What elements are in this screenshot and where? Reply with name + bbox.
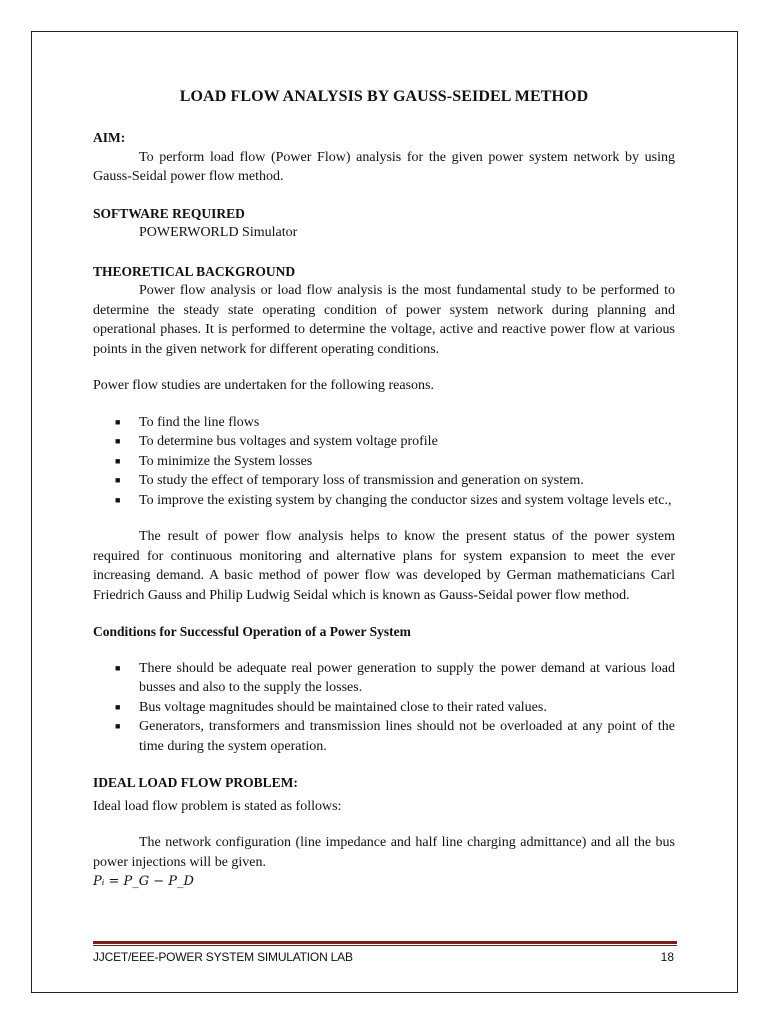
aim-heading: AIM: xyxy=(93,130,126,145)
reasons-intro: Power flow studies are undertaken for the following reasons. xyxy=(93,378,434,393)
page-title: LOAD FLOW ANALYSIS BY GAUSS-SEIDEL METHOD xyxy=(179,88,589,105)
footer-rule-thin xyxy=(93,945,677,946)
theory-heading: THEORETICAL BACKGROUND xyxy=(93,263,296,279)
theory-paragraph-2: The result of power flow analysis helps to know the present status of the power system required for continuous monitoring and alternative plans for system expansion to meet the ever increasing demand. A basic method of power flow was developed by German mathematicians Carl Friedrich Gauss and Philip Ludwig Seidal which is known as Gauss-Seidal power flow method. xyxy=(93,529,675,603)
list-item: ■ To study the effect of temporary loss of transmission and generation on system. xyxy=(115,473,584,488)
software-text: POWERWORLD Simulator xyxy=(139,225,298,240)
reasons-list xyxy=(93,413,675,511)
list-item: ■ There should be adequate real power generation to supply the power demand at various load busses and also to the supply the losses. xyxy=(115,660,675,695)
footer-rule-thick xyxy=(93,941,677,944)
software-heading: SOFTWARE REQUIRED xyxy=(93,205,245,221)
theory-paragraph-1: Power flow analysis or load flow analysis is the most fundamental study to be performed to determine the steady state operating condition of power system network during planning and operational phases. It is performed to determine the voltage, active and reactive power flow at various points in the given network for different operating conditions. xyxy=(93,283,675,357)
list-item: ■ Generators, transformers and transmission lines should not be overloaded at any point of the time during the system operation. xyxy=(115,719,675,754)
ideal-heading: IDEAL LOAD FLOW PROBLEM: xyxy=(93,775,298,790)
aim-text: To perform load flow (Power Flow) analysis for the given power system network by using Gauss-Seidal power flow method. xyxy=(93,149,675,184)
list-item: ■ To find the line flows xyxy=(115,414,260,430)
conditions-heading: Conditions for Successful Operation of a Power System xyxy=(93,624,411,639)
list-item: ■ To determine bus voltages and system voltage profile xyxy=(115,434,438,449)
power-injection-formula: Pᵢ = P_G − P_D xyxy=(93,874,194,889)
conditions-list xyxy=(93,659,675,757)
list-item: ■ Bus voltage magnitudes should be maintained close to their rated values. xyxy=(115,699,547,715)
page-number: 18 xyxy=(660,950,674,964)
document-body xyxy=(93,128,675,892)
ideal-paragraph: The network configuration (line impedance and half line charging admittance) and all the bus power injections will be given. xyxy=(93,835,675,870)
list-item: ■ To minimize the System losses xyxy=(115,453,313,469)
ideal-intro: Ideal load flow problem is stated as follows: xyxy=(93,798,342,814)
list-item: ■ To improve the existing system by changing the conductor sizes and system voltage levels etc., xyxy=(115,492,672,508)
footer-lab-name: JJCET/EEE-POWER SYSTEM SIMULATION LAB xyxy=(93,950,353,964)
